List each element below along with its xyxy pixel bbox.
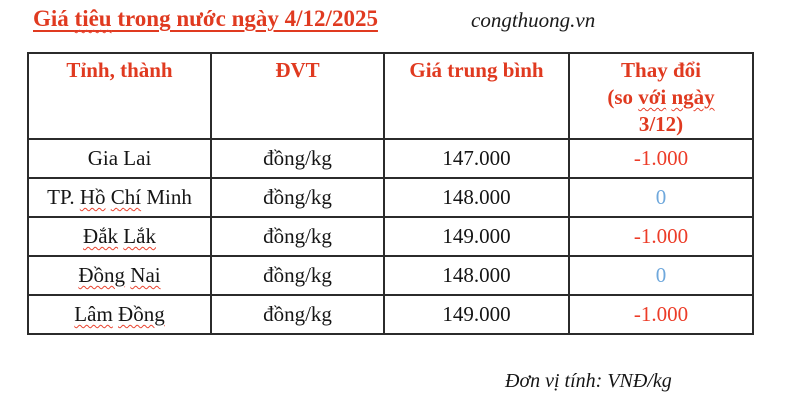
misspell-wavy-text: Chí: [110, 185, 142, 209]
plain-text: TP.: [47, 185, 80, 209]
province-cell: [28, 217, 211, 256]
unit-footnote: Đơn vị tính: VNĐ/kg: [505, 370, 672, 392]
page-title: [33, 6, 378, 32]
change-cell: 0: [569, 178, 753, 217]
plain-text: Minh: [141, 185, 192, 209]
unit-cell: đồng/kg: [211, 139, 384, 178]
province-cell: [28, 295, 211, 334]
misspell-wavy-text: Hồ: [79, 185, 106, 209]
province-cell: [28, 256, 211, 295]
header-unit: ĐVT: [211, 53, 384, 139]
change-cell: -1.000: [569, 217, 753, 256]
plain-text: Gia Lai: [87, 146, 152, 170]
misspell-wavy-text: Đồng: [78, 263, 126, 287]
avg-price-cell: 149.000: [384, 295, 569, 334]
header-row: [28, 53, 753, 139]
avg-price-cell: 148.000: [384, 256, 569, 295]
site-watermark: congthuong.vn: [471, 8, 596, 32]
misspell-wavy-text: ngày: [671, 85, 715, 109]
province-cell: [28, 139, 211, 178]
pepper-price-table: [27, 52, 754, 335]
price-table-body: [28, 139, 753, 334]
table-row: [28, 295, 753, 334]
table-row: [28, 256, 753, 295]
misspell-wavy-text: Lắk: [123, 224, 156, 248]
plain-text: Giá: [33, 6, 75, 31]
misspell-wavy-text: Lâm: [74, 302, 113, 326]
unit-cell: đồng/kg: [211, 178, 384, 217]
misspell-wavy-text: tiêu: [74, 6, 112, 31]
header-avg-price: Giá trung bình: [384, 53, 569, 139]
avg-price-cell: 147.000: [384, 139, 569, 178]
misspell-wavy-text: Nai: [130, 263, 161, 287]
table-row: [28, 217, 753, 256]
change-cell: -1.000: [569, 139, 753, 178]
table-row: [28, 139, 753, 178]
plain-text: (so: [607, 85, 639, 109]
table-row: [28, 178, 753, 217]
misspell-wavy-text: Đồng: [118, 302, 165, 326]
header-change-line3: 3/12): [638, 112, 684, 136]
avg-price-cell: 148.000: [384, 178, 569, 217]
plain-text: trong nước ngày 4/12/2025: [111, 6, 378, 31]
change-cell: 0: [569, 256, 753, 295]
change-cell: -1.000: [569, 295, 753, 334]
avg-price-cell: 149.000: [384, 217, 569, 256]
header-change-line1: Thay đổi: [621, 58, 701, 82]
unit-cell: đồng/kg: [211, 217, 384, 256]
header-change-line2: [570, 84, 752, 111]
unit-cell: đồng/kg: [211, 256, 384, 295]
header-change: [569, 53, 753, 139]
misspell-wavy-text: Đắk: [83, 224, 119, 248]
unit-cell: đồng/kg: [211, 295, 384, 334]
header-province: Tỉnh, thành: [28, 53, 211, 139]
price-table-header: [28, 53, 753, 139]
misspell-wavy-text: với: [638, 85, 667, 109]
province-cell: [28, 178, 211, 217]
